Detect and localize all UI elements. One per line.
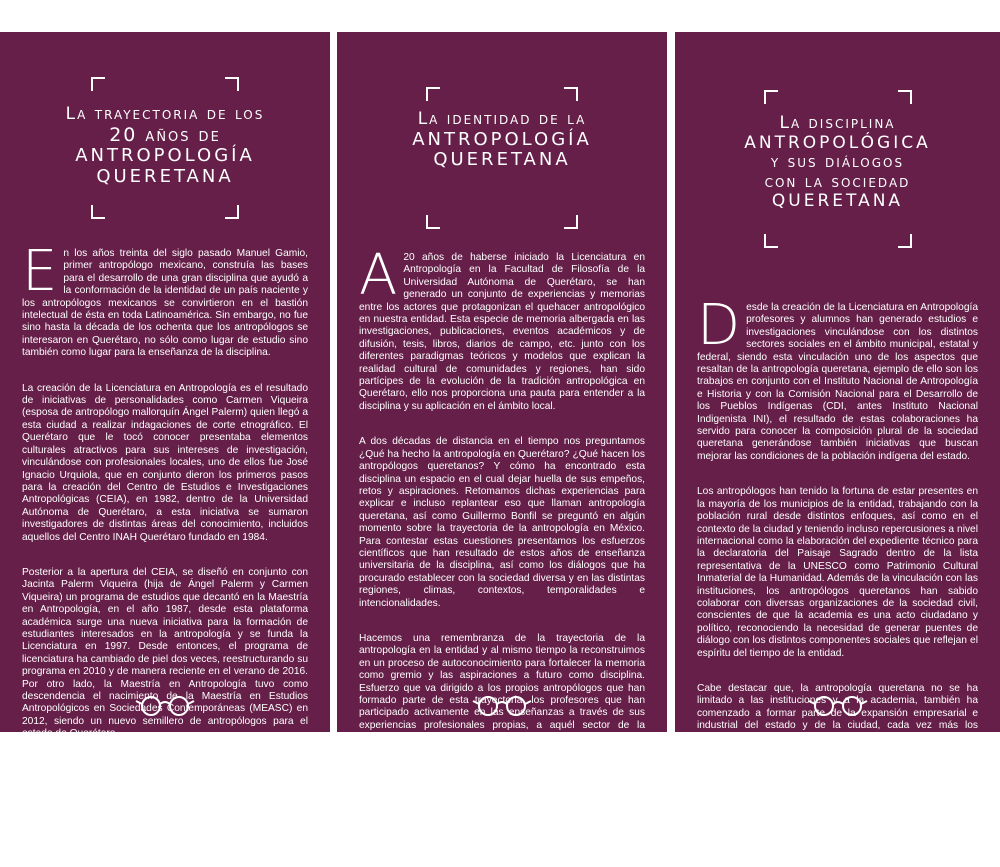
paragraph: A dos décadas de distancia en el tiempo nos preguntamos ¿Qué ha hecho la antropología en Querétaro? ¿Qué hacen los antropólogos queretanos? Y cómo ha encontrado esta disciplina un espacio en el cual dejar huella de sus empeños, retos y aspiraciones. Retomamos dichas experiencias para explicar e incluso replantear eso que llaman antropología queretana, así como Guillermo Bonfil se preguntó en algún momento sobre la trayectoria de la antropología en México. Para contestar estas cuestiones presentamos los esfuerzos científicos que han resultado de estos años de enseñanza universitaria de la disciplina, así como los diálogos que ha procurado establecer con la sociedad diversa y en las distintas regiones, climas, contextos, temporalidades e intencionalidades. xyxy=(359,436,645,609)
paragraph: La antropología queretana es joven y aunque tiene una trayectoria corta resalta su vitalidad, su dinamismo y sus grandes aspiraciones a futuro, cuestión que hace de la antropología una empresa prometedora y fuente de orgullo universitario ya que está dedicada a la sociedad queretana. xyxy=(22,763,308,825)
title-line: ANTROPOLÓGICA xyxy=(744,132,931,153)
paragraph-text: n los años treinta del siglo pasado Manuel Gamio, primer antropólogo mexicano, construía las bases para el desarrollo de una gran disciplina que ayudó a la conformación de la identidad de un país naciente y los antropólogos mexicanos se convirtieron en el bastión intelectual de ésta en toda Latinoamérica. Sin embargo, no fue sino hasta la década de los ochenta que los antropólogos se interesaron en Querétaro, no sólo como lugar de estudio sino también como lugar para la enseñanza de la disciplina. xyxy=(22,248,308,359)
paragraph-text: 20 años de haberse iniciado la Licenciatura en Antropología en la Facultad de Filosofía de la Universidad Autónoma de Querétaro, se han generado un conjunto de experiencias y memorias entre los actores que protagonizan el quehacer antropológico en nuestra entidad. Esta especie de memoria albergada en las investigaciones, publicaciones, eventos académicos y de difusión, tesis, libros, diarios de campo, etc. junto con los diferentes paradigmas teóricos y modelos que explican la realidad cultural de comunidades y regiones, han sido partícipes de la evolución de la tradición antropológica en Querétaro, ello nos proporciona una pauta para entender a la disciplina y su aplicación en el ámbito local. xyxy=(359,252,645,412)
paragraph-text: esde la creación de la Licenciatura en Antropología profesores y alumnos han generado estudios e investigaciones vinculándose con los distintos sectores sociales en el ámbito municipal, estatal y federal, siendo esta vinculación uno de los aspectos que resaltan de la antropología queretana, ejemplo de ello son los trabajos en conjunto con el Instituto Nacional de Antropología e Historia y con la Comisión Nacional para el Desarrollo de los Pueblos Indígenas (CDI, antes Instituto Nacional Indigenista INI), el resultado de estas colaboraciones ha servido para conocer la composición plural de la sociedad queretana generándose también iniciativas que buscan mejorar las condiciones de la población indígena del estado. xyxy=(697,302,978,462)
drop-cap: E xyxy=(22,239,58,304)
panel-title xyxy=(675,114,1000,212)
panel-body xyxy=(22,239,308,849)
title-line: ANTROPOLOGÍA xyxy=(412,128,592,150)
title-line: La trayectoria de los xyxy=(65,104,265,124)
paragraph: Los antropólogos han tenido la fortuna de estar presentes en la mayoría de los municipios de la entidad, trabajando con la población rural desde distintos enfoques, así como en el contexto de la ciudad y teniendo incluso repercusiones a nivel internacional como la elaboración del expediente técnico para la declaratoria del Paisaje Sagrado dentro de la lista representativa de la UNESCO como Patrimonio Cultural Inmaterial de la Humanidad. Además de la vinculación con las instituciones, los antropólogos queretanos han sabido colaborar con diversas organizaciones de la sociedad civil, conscientes de que la academia es una acto ciudadano y político, reconociendo la necesidad de generar puentes de diálogo con los distintos componentes sociales que reflejan el espíritu del tiempo de la entidad. xyxy=(697,486,978,659)
paragraph xyxy=(22,239,308,360)
title-line: 20 años de xyxy=(109,123,221,146)
title-line: QUERETANA xyxy=(771,191,904,212)
panel-title xyxy=(0,105,330,188)
drop-cap: A xyxy=(359,243,398,308)
title-line: La identidad de la xyxy=(417,109,587,129)
panel-identidad xyxy=(337,32,667,843)
title-line: con la sociedad xyxy=(764,171,911,192)
drop-cap: D xyxy=(697,293,741,358)
title-line: QUERETANA xyxy=(433,149,571,171)
panel-trayectoria xyxy=(0,32,330,825)
title-line: QUERETANA xyxy=(96,166,234,188)
paragraph: Cabe destacar que, la antropología queretana no se ha limitado a las instituciones y a la academia, también ha comenzado a formar parte de la expansión empresarial e industrial del estado y de la ciudad, cada vez más los antropólogos se suman a las filas laborales, a las mesas de diálogo y propuestas de la iniciativa privada. xyxy=(697,682,978,756)
glasses-icon xyxy=(808,692,868,718)
glasses-icon xyxy=(472,692,532,718)
paragraph: La creación de la Licenciatura en Antropología es el resultado de iniciativas de personalidades como Carmen Viqueira (esposa de antropólogo mallorquín Ángel Palerm) quien llegó a esta ciudad a realizar indagaciones de corte etnográfico. El Querétaro que le tocó conocer presentaba elementos culturales atractivos para sus intereses de investigación, vinculándose con profesionales locales, uno de ellos fue José Ignacio Urquiola, que en conjunto dieron los primeros pasos para la creación del Centro de Estudios e Investigaciones Antropológicas (CEIA), en 1982, dentro de la Universidad Autónoma de Querétaro, a esta iniciativa se sumaron investigadores de distintas áreas del conocimiento, incluidos aquellos del Centro INAH Querétaro fundado en 1984. xyxy=(22,382,308,543)
title-line: La disciplina xyxy=(779,113,896,133)
panel-body xyxy=(359,243,645,867)
glasses-icon xyxy=(135,692,195,718)
panel-disciplina xyxy=(675,32,1000,756)
panel-title xyxy=(337,110,667,171)
paragraph: Hacemos una remembranza de la trayectoria de la antropología en la entidad y al mismo tiempo la reconstruimos en un proceso de autoconocimiento para fortalecer la memoria como gremio y las aspiraciones a futuro como disciplina. Esfuerzo que va dirigido a los propios antropólogos que han formado parte de esta trayectoria, los profesores que han participado activamente en las enseñanzas a través de sus experiencias profesionales propias, a aquél sector de la sociedad queretana que ha tenido la experiencia de conocer o convivir con un antropólogo, a las instituciones públicas y privadas y a la sociedad en general que poco a poco va conociendo el quehacer de la antropología y los antropólogos queretanos, este esfuerzo va dirigido también a reafirmar el sentido humano de la disciplina, su compromiso con la diversidad social y cultural así como sus empeños de dibujar y redibujar las realidades culturales de los grupos diversos que se encuentran siempre en constante cambio. xyxy=(359,632,645,843)
title-line: ANTROPOLOGÍA xyxy=(75,145,255,167)
paragraph xyxy=(697,293,978,463)
title-line: y sus diálogos xyxy=(770,152,905,173)
paragraph xyxy=(359,243,645,413)
paragraph: Posterior a la apertura del CEIA, se diseñó en conjunto con Jacinta Palerm Viqueira (hija de Ángel Palerm y Carmen Viqueira) un programa de estudios que decantó en la Maestría en Antropología, en el año 1987, desde esta plataforma académica surge una nueva iniciativa para la formación de estudiantes interesados en la antropología y se funda la Licenciatura en 1997. Desde entonces, el programa de licenciatura ha cambiado de piel dos veces, reestructurando su programa en 2010 y de manera reciente en el verano de 2016. Por otro lado, la Maestría en Antropología tuvo como descendencia el nacimiento de la Maestría en Estudios Antropológicos en Sociedades Contemporáneas (MEASC) en 2012, siendo un nuevo semillero de antropólogos para el estado de Querétaro. xyxy=(22,566,308,740)
